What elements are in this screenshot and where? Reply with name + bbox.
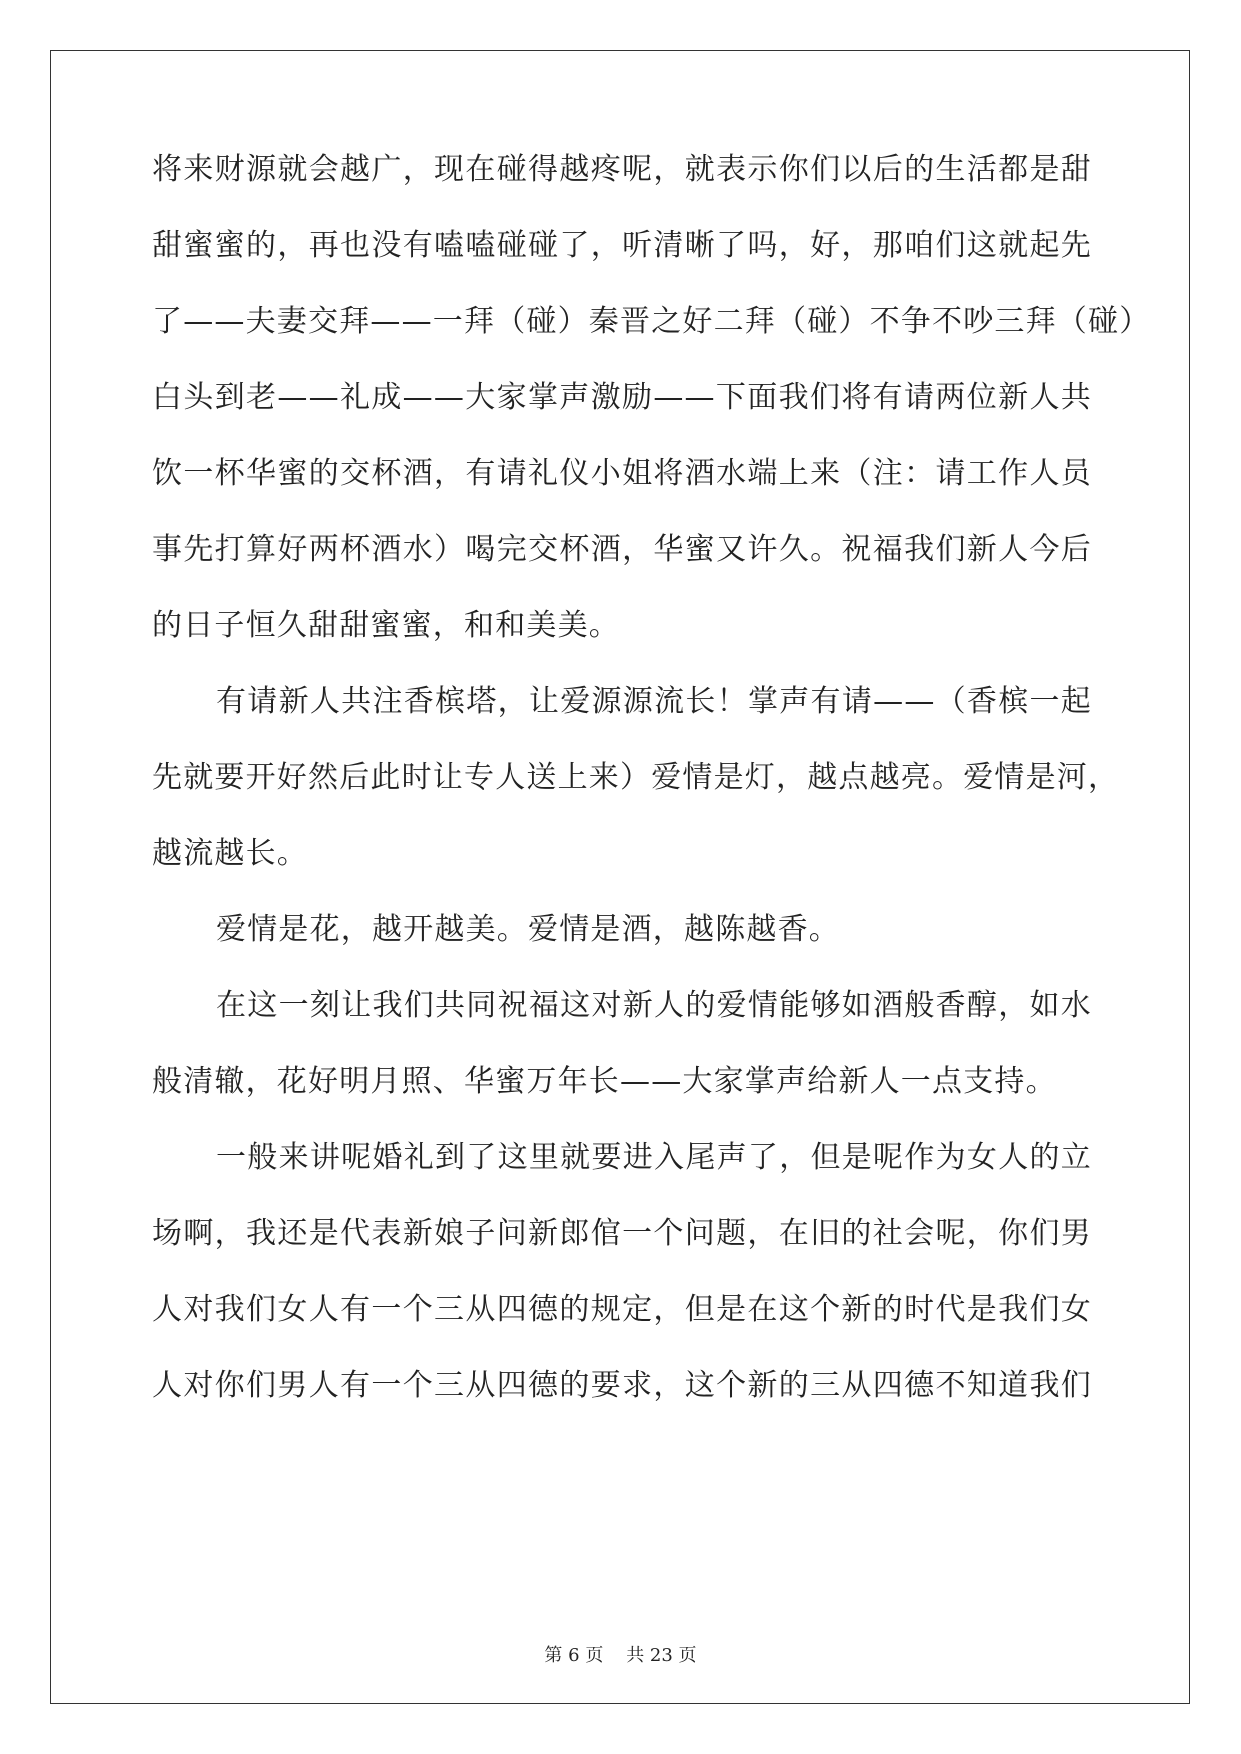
text-line-17: 人对你们男人有一个三从四德的要求，这个新的三从四德不知道我们 [152,1368,1092,1403]
text-line-5: 饮一杯华蜜的交杯酒，有请礼仪小姐将酒水端上来（注：请工作人员 [152,456,1092,491]
paragraph-start-line: 有请新人共注香槟塔，让爱源源流长！掌声有请——（香槟一起 [216,684,1092,719]
text-line-3: 了——夫妻交拜——一拜（碰）秦晋之好二拜（碰）不争不吵三拜（碰） [152,304,1151,339]
text-line-4: 白头到老——礼成——大家掌声激励——下面我们将有请两位新人共 [152,380,1092,415]
text-line-16: 人对我们女人有一个三从四德的规定，但是在这个新的时代是我们女 [152,1292,1092,1327]
paragraph-start-line: 一般来讲呢婚礼到了这里就要进入尾声了，但是呢作为女人的立 [216,1140,1092,1175]
paragraph-start-line: 在这一刻让我们共同祝福这对新人的爱情能够如酒般香醇，如水 [216,988,1092,1023]
text-line-9: 先就要开好然后此时让专人送上来）爱情是灯，越点越亮。爱情是河， [152,760,1120,795]
text-line-7: 的日子恒久甜甜蜜蜜，和和美美。 [152,608,620,643]
text-line-13: 般清辙，花好明月照、华蜜万年长——大家掌声给新人一点支持。 [152,1064,1057,1099]
text-line-6: 事先打算好两杯酒水）喝完交杯酒，华蜜又许久。祝福我们新人今后 [152,532,1092,567]
text-line-10: 越流越长。 [152,836,308,871]
text-line-2: 甜蜜蜜的，再也没有嗑嗑碰碰了，听清晰了吗，好，那咱们这就起先 [152,228,1092,263]
page-number-footer [0,1644,1241,1668]
text-line-15: 场啊，我还是代表新娘子问新郎倌一个问题，在旧的社会呢，你们男 [152,1216,1092,1251]
page-border [50,50,1190,1704]
paragraph-start-line: 爱情是花，越开越美。爱情是酒，越陈越香。 [216,912,840,947]
text-line-1: 将来财源就会越广，现在碰得越疼呢，就表示你们以后的生活都是甜 [152,152,1092,187]
page-number-text: 第 6 页 共 23 页 [544,1645,697,1666]
